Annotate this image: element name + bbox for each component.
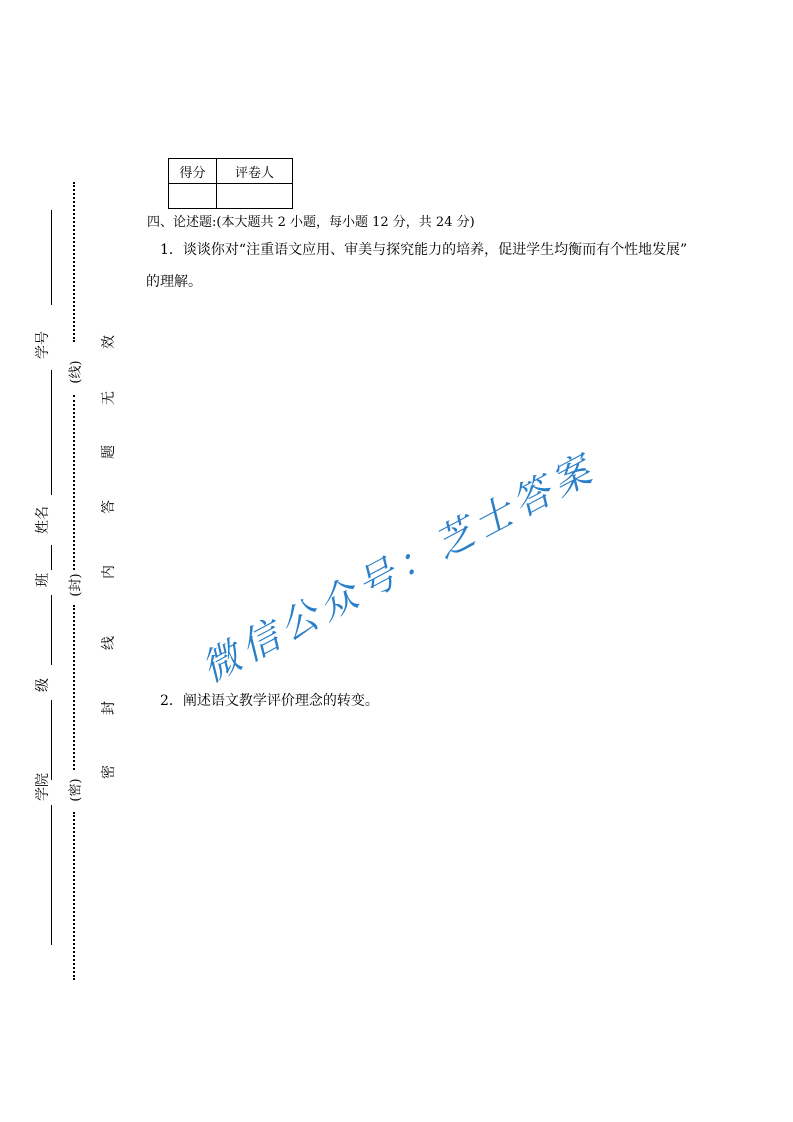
notice-char: 内 (101, 565, 117, 579)
seal-mark-line: (线) (68, 360, 84, 384)
class-label: 班 (35, 573, 51, 587)
name-label: 姓名 (35, 506, 51, 534)
notice-char: 无 (101, 391, 117, 405)
grader-cell[interactable] (217, 184, 293, 209)
grade-blank-line (51, 595, 52, 665)
grade-label: 级 (35, 678, 51, 692)
question-1-line-1: 1．谈谈你对“注重语文应用、审美与探究能力的培养，促进学生均衡而有个性地发展” (160, 242, 688, 258)
seal-dotted-line (73, 812, 75, 980)
college-blank-line (51, 805, 52, 945)
notice-char: 密 (101, 765, 117, 779)
seal-dotted-line (73, 395, 75, 570)
student-id-label: 学号 (35, 331, 51, 359)
notice-char: 线 (101, 636, 117, 650)
watermark: 微信公众号：芝士答案 (194, 445, 604, 691)
seal-dotted-line (73, 182, 75, 342)
notice-char: 答 (101, 500, 117, 514)
notice-char: 封 (101, 701, 117, 715)
grader-header: 评卷人 (217, 159, 293, 184)
class-blank-line (51, 545, 52, 570)
section-heading: 四、论述题:(本大题共 2 小题，每小题 12 分，共 24 分) (147, 215, 475, 230)
student-id-blank-line (51, 210, 52, 305)
name-blank-line (51, 370, 52, 495)
score-table (168, 158, 293, 209)
score-header: 得分 (169, 159, 217, 184)
question-2-line-1: 2．阐述语文教学评价理念的转变。 (160, 693, 379, 709)
seal-mark-seal: (封) (68, 573, 84, 597)
seal-mark-secret: (密) (68, 778, 84, 802)
notice-char: 效 (101, 335, 117, 349)
question-1-line-2: 的理解。 (146, 274, 202, 290)
seal-dotted-line (73, 605, 75, 770)
college-grade-blank-line (51, 700, 52, 780)
notice-char: 题 (101, 445, 117, 459)
college-label: 学院 (35, 773, 51, 801)
score-cell[interactable] (169, 184, 217, 209)
